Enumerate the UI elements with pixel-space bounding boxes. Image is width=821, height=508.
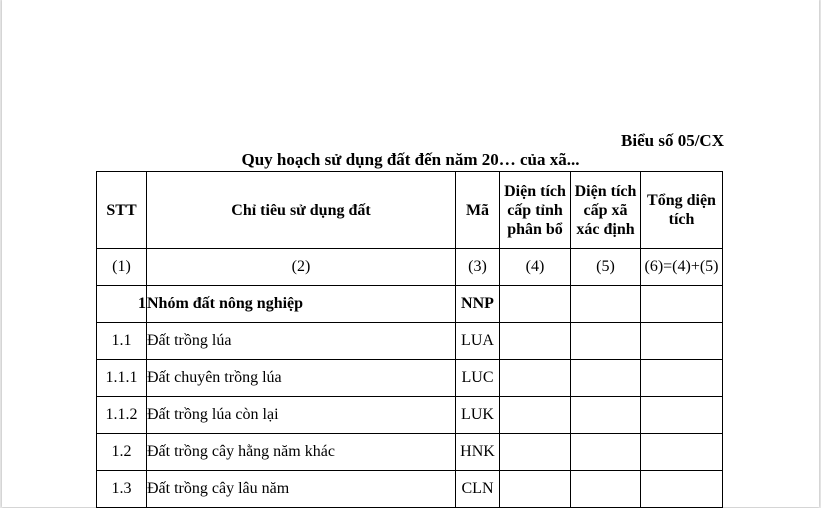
row-commune-area [571,286,641,323]
column-index: (1) [97,249,147,286]
row-stt: 1.1 [97,323,147,360]
row-code: LUC [456,360,500,397]
row-province-area [500,397,571,434]
table-row [97,434,723,471]
row-province-area [500,286,571,323]
column-index: (3) [456,249,500,286]
column-index: (5) [571,249,641,286]
row-stt: 1.1.2 [97,397,147,434]
row-land-use-name: Đất trồng cây hằng năm khác [147,434,456,471]
row-province-area [500,434,571,471]
row-province-area [500,323,571,360]
row-stt: 1.1.1 [97,360,147,397]
row-code: NNP [456,286,500,323]
row-land-use-name: Đất trồng lúa [147,323,456,360]
row-code: HNK [456,434,500,471]
header-province-allocated-area: Diện tích cấp tỉnh phân bổ [500,172,571,249]
table-row [97,360,723,397]
table-row-group [97,286,723,323]
row-land-use-name: Đất chuyên trồng lúa [147,360,456,397]
header-stt: STT [97,172,147,249]
column-index-row [97,249,723,286]
row-stt: 1 [97,286,147,323]
row-total-area [641,434,723,471]
row-total-area [641,360,723,397]
document-title: Quy hoạch sử dụng đất đến năm 20… của xã... [241,150,580,169]
row-code: LUK [456,397,500,434]
row-province-area [500,471,571,508]
land-use-table [96,171,723,508]
header-total-area: Tổng diện tích [641,172,723,249]
table-row [97,471,723,508]
row-code: LUA [456,323,500,360]
table-row [97,323,723,360]
header-code: Mã [456,172,500,249]
row-province-area [500,360,571,397]
row-commune-area [571,397,641,434]
row-total-area [641,286,723,323]
row-total-area [641,397,723,434]
row-commune-area [571,323,641,360]
row-stt: 1.3 [97,471,147,508]
row-land-use-name: Nhóm đất nông nghiệp [147,286,456,323]
header-land-use-indicator: Chỉ tiêu sử dụng đất [147,172,456,249]
form-code: Biểu số 05/CX [621,131,724,150]
row-total-area [641,323,723,360]
column-index: (4) [500,249,571,286]
row-commune-area [571,471,641,508]
row-total-area [641,471,723,508]
row-code: CLN [456,471,500,508]
table-header-row [97,172,723,249]
row-land-use-name: Đất trồng cây lâu năm [147,471,456,508]
table-row [97,397,723,434]
row-commune-area [571,434,641,471]
row-commune-area [571,360,641,397]
column-index: (6)=(4)+(5) [641,249,723,286]
column-index: (2) [147,249,456,286]
header-commune-determined-area: Diện tích cấp xã xác định [571,172,641,249]
row-land-use-name: Đất trồng lúa còn lại [147,397,456,434]
row-stt: 1.2 [97,434,147,471]
